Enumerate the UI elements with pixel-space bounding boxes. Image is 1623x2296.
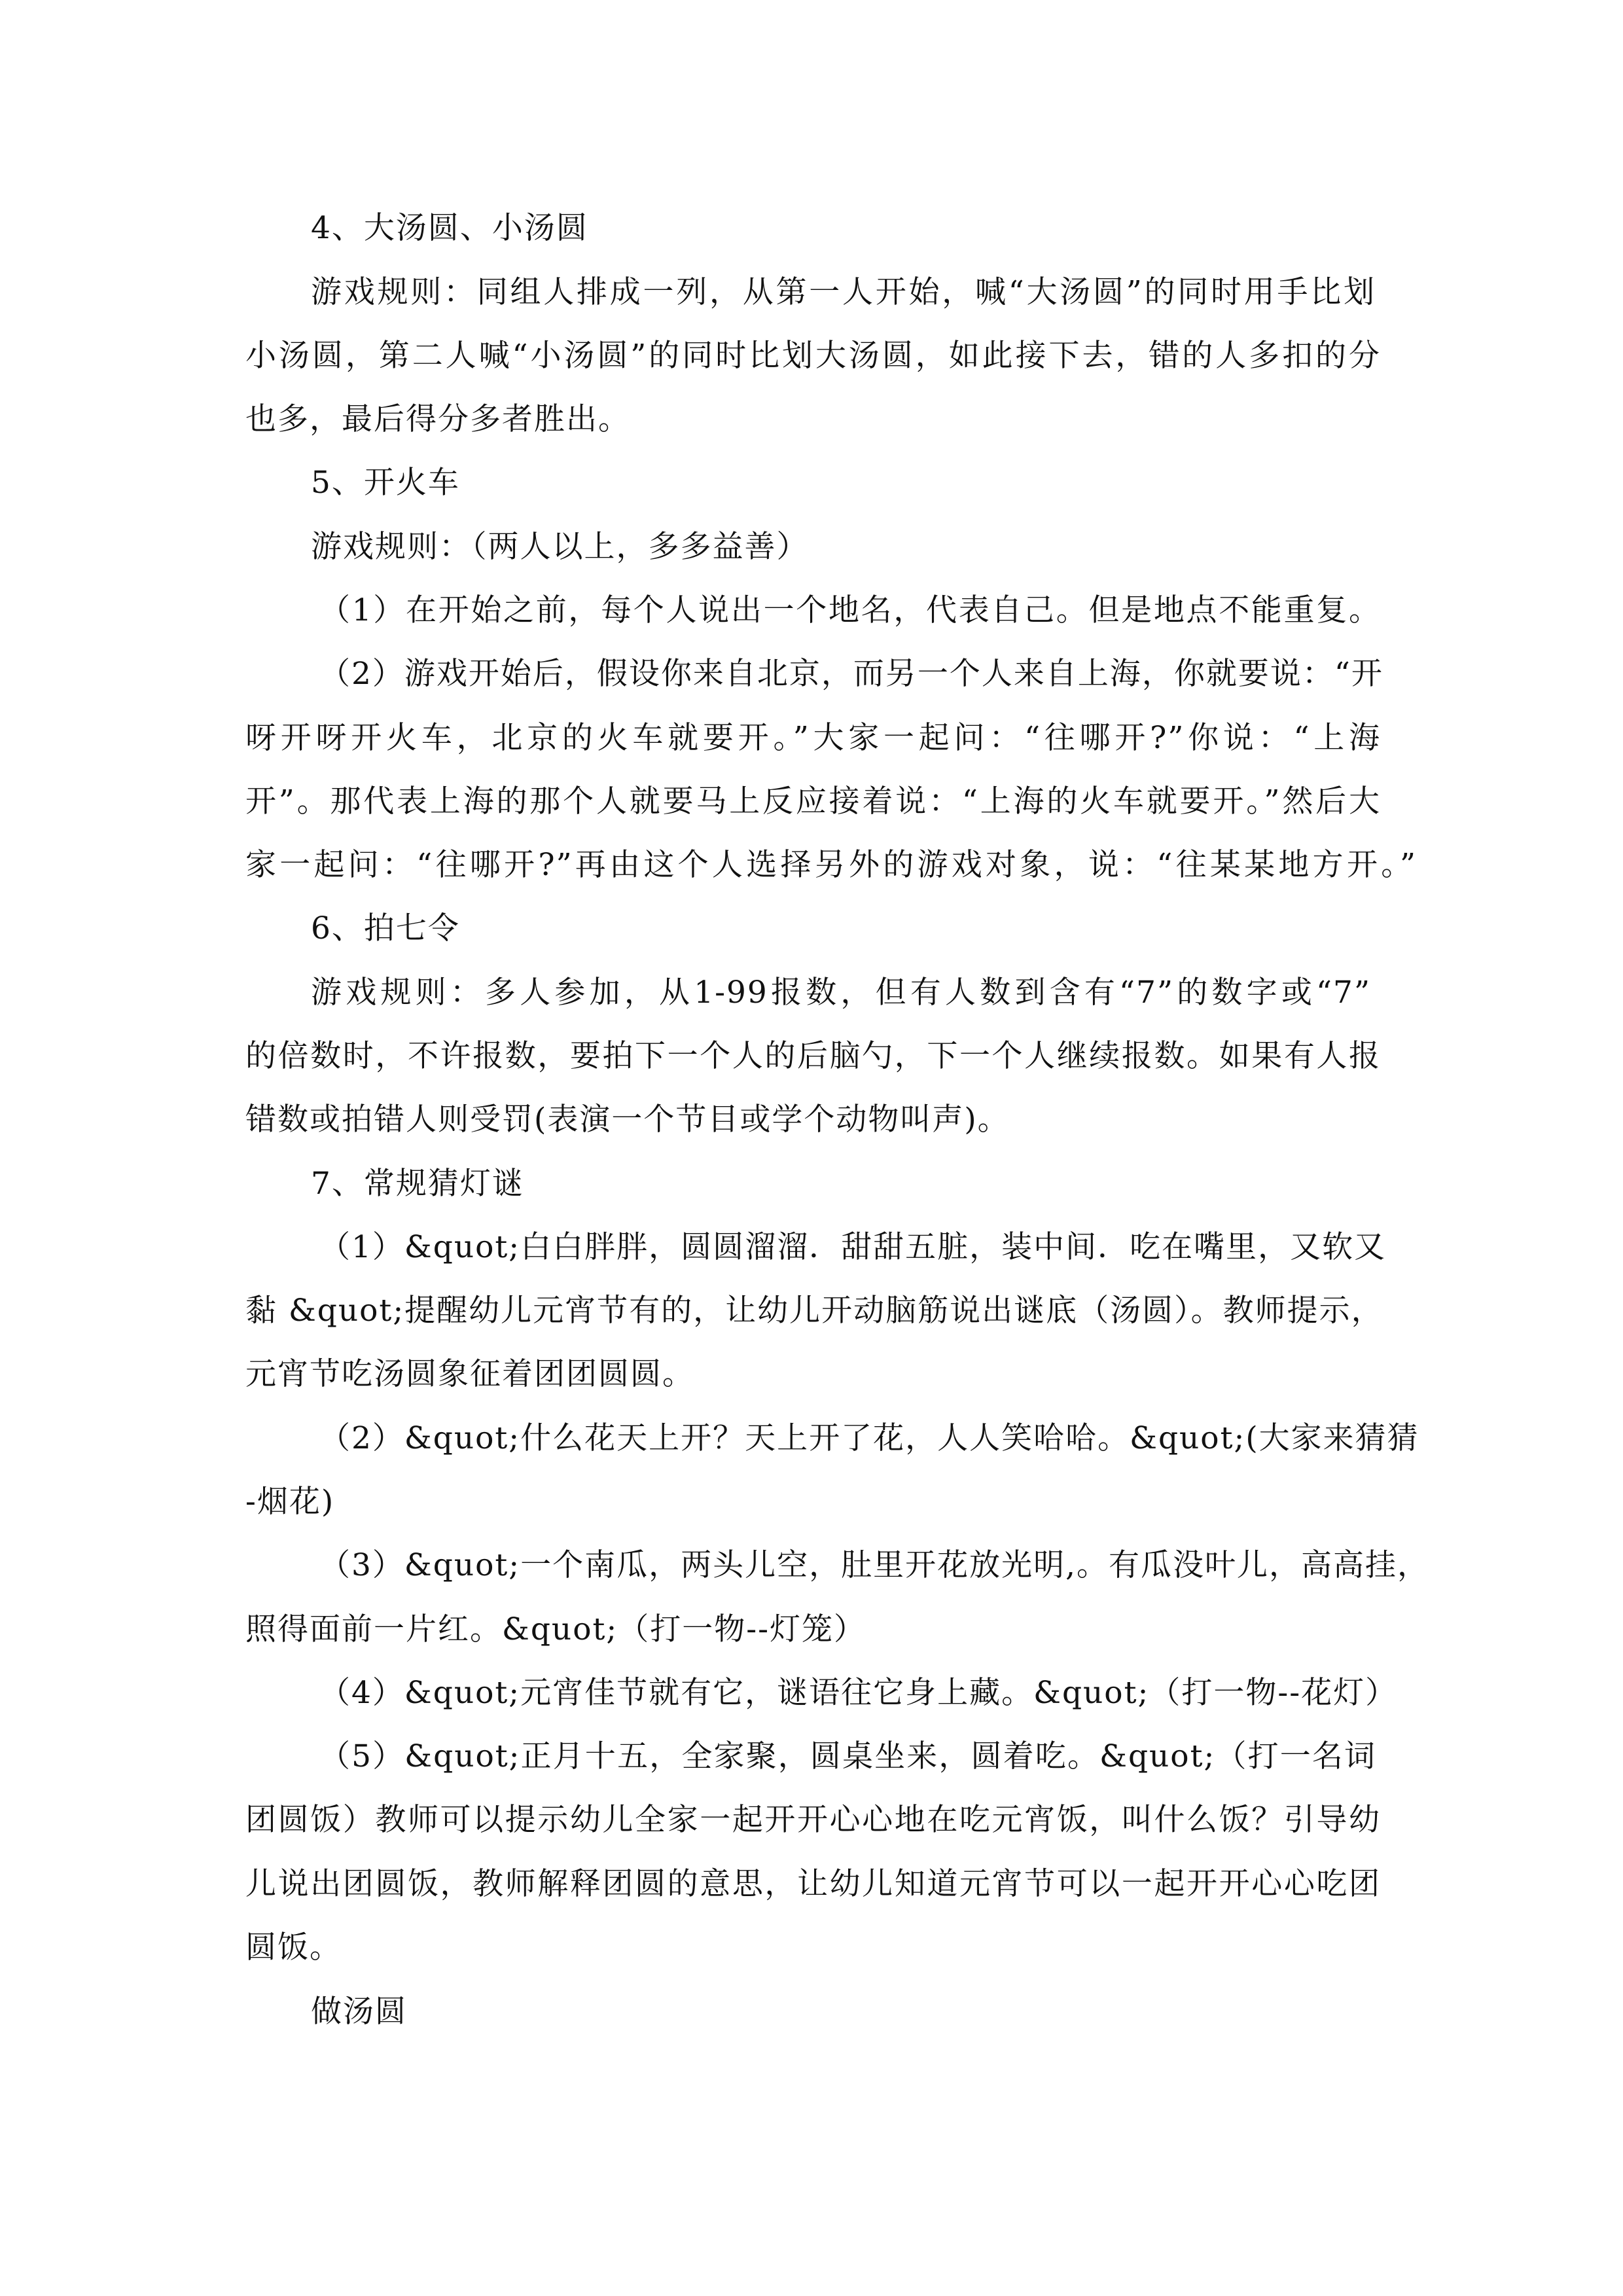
riddle-line: （4）&quot;元宵佳节就有它，谜语往它身上藏。&quot;（打一物--花灯） xyxy=(319,1675,1398,1711)
riddle-line: 儿说出团圆饭，教师解释团圆的意思，让幼儿知道元宵节可以一起开开心心吃团 xyxy=(245,1866,1381,1902)
riddle-line: （5）&quot;正月十五，全家聚，圆桌坐来，圆着吃。&quot;（打一名词 xyxy=(319,1738,1376,1774)
riddle-line: 照得面前一片红。&quot;（打一物--灯笼） xyxy=(245,1611,866,1647)
riddle-line: （1）&quot;白白胖胖，圆圆溜溜．甜甜五脏，装中间．吃在嘴里，又软又 xyxy=(319,1229,1387,1265)
riddle-line: 元宵节吃汤圆象征着团团圆圆。 xyxy=(245,1356,694,1392)
paragraph-line: 开”。那代表上海的那个人就要马上反应接着说：“上海的火车就要开。”然后大 xyxy=(245,783,1381,819)
paragraph-line: 也多，最后得分多者胜出。 xyxy=(245,401,630,437)
paragraph-line: 游戏规则：（两人以上，多多益善） xyxy=(311,529,809,565)
riddle-line: （3）&quot;一个南瓜，两头儿空，肚里开花放光明,。有瓜没叶儿，高高挂， xyxy=(319,1547,1430,1583)
riddle-line: 圆饭。 xyxy=(245,1929,342,1965)
heading-make-tangyuan: 做汤圆 xyxy=(311,1994,407,2030)
heading-4: 4、大汤圆、小汤圆 xyxy=(311,210,588,246)
riddle-line: （2）&quot;什么花天上开？天上开了花，人人笑哈哈。&quot;(大家来猜猜 xyxy=(319,1420,1419,1456)
paragraph-line: 游戏规则：同组人排成一列，从第一人开始，喊“大汤圆”的同时用手比划 xyxy=(311,274,1376,310)
paragraph-line: 的倍数时，不许报数，要拍下一个人的后脑勺，下一个人继续报数。如果有人报 xyxy=(245,1038,1381,1074)
paragraph-line: （2）游戏开始后，假设你来自北京，而另一个人来自上海，你就要说：“开 xyxy=(319,656,1383,692)
paragraph-line: 呀开呀开火车，北京的火车就要开。”大家一起问：“往哪开?”你说：“上海 xyxy=(245,720,1381,756)
heading-7: 7、常规猜灯谜 xyxy=(311,1166,524,1202)
heading-5: 5、开火车 xyxy=(311,465,460,501)
riddle-line: -烟花) xyxy=(245,1484,335,1520)
paragraph-line: （1）在开始之前，每个人说出一个地名，代表自己。但是地点不能重复。 xyxy=(319,592,1381,628)
heading-6: 6、拍七令 xyxy=(311,910,460,946)
paragraph-line: 游戏规则：多人参加，从1-99报数，但有人数到含有“7”的数字或“7” xyxy=(311,975,1371,1011)
riddle-line: 黏 &quot;提醒幼儿元宵节有的，让幼儿开动脑筋说出谜底（汤圆）。教师提示， xyxy=(245,1293,1383,1329)
paragraph-line: 错数或拍错人则受罚(表演一个节目或学个动物叫声)。 xyxy=(245,1102,1010,1138)
paragraph-line: 家一起问：“往哪开?”再由这个人选择另外的游戏对象，说：“往某某地方开。” xyxy=(245,847,1417,883)
riddle-line: 团圆饭）教师可以提示幼儿全家一起开开心心地在吃元宵饭，叫什么饭？引导幼 xyxy=(245,1802,1381,1838)
paragraph-line: 小汤圆，第二人喊“小汤圆”的同时比划大汤圆，如此接下去，错的人多扣的分 xyxy=(245,338,1381,374)
